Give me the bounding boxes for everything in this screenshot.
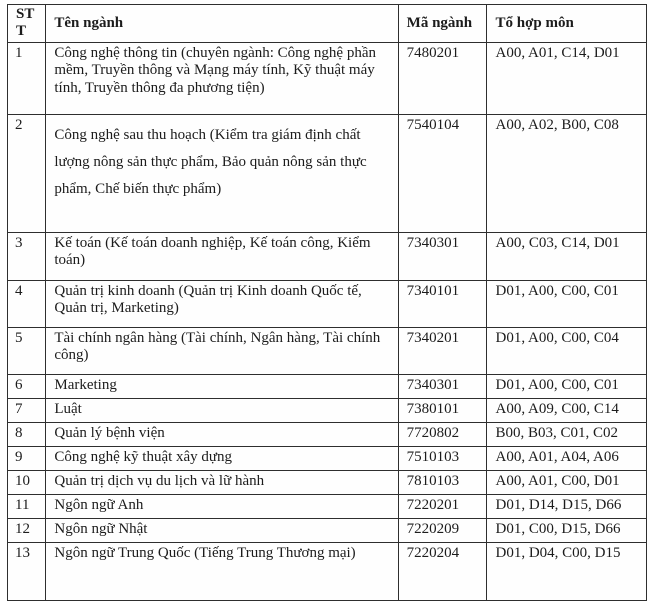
table-row — [8, 42, 647, 114]
table-row — [8, 327, 647, 374]
cell-ten-nganh: Marketing — [46, 374, 398, 398]
cell-ten-nganh: Tài chính ngân hàng (Tài chính, Ngân hàng, Tài chính công) — [46, 327, 398, 374]
cell-to-hop-mon: D01, D14, D15, D66 — [487, 494, 647, 518]
cell-stt: 2 — [8, 114, 46, 232]
admissions-table — [7, 4, 647, 601]
cell-to-hop-mon: B00, B03, C01, C02 — [487, 422, 647, 446]
cell-stt: 10 — [8, 470, 46, 494]
cell-to-hop-mon: A00, A01, A04, A06 — [487, 446, 647, 470]
table-row — [8, 398, 647, 422]
cell-stt: 5 — [8, 327, 46, 374]
cell-ten-nganh: Quản trị kinh doanh (Quản trị Kinh doanh Quốc tế, Quản trị, Marketing) — [46, 280, 398, 327]
header-row — [8, 5, 647, 43]
cell-ten-nganh: Luật — [46, 398, 398, 422]
cell-ma-nganh: 7380101 — [398, 398, 487, 422]
cell-to-hop-mon: D01, A00, C00, C01 — [487, 280, 647, 327]
table-row — [8, 446, 647, 470]
column-header-ma-nganh: Mã ngành — [398, 5, 487, 43]
cell-to-hop-mon: D01, D04, C00, D15 — [487, 542, 647, 600]
cell-to-hop-mon: A00, A09, C00, C14 — [487, 398, 647, 422]
cell-stt: 12 — [8, 518, 46, 542]
cell-ma-nganh: 7220201 — [398, 494, 487, 518]
cell-stt: 3 — [8, 232, 46, 280]
cell-stt: 4 — [8, 280, 46, 327]
cell-stt: 9 — [8, 446, 46, 470]
cell-ten-nganh: Quản lý bệnh viện — [46, 422, 398, 446]
cell-stt: 1 — [8, 42, 46, 114]
cell-ma-nganh: 7340201 — [398, 327, 487, 374]
column-header-to-hop-mon: Tổ hợp môn — [487, 5, 647, 43]
table-row — [8, 494, 647, 518]
cell-ma-nganh: 7720802 — [398, 422, 487, 446]
cell-ma-nganh: 7340101 — [398, 280, 487, 327]
cell-ma-nganh: 7220204 — [398, 542, 487, 600]
table-row — [8, 422, 647, 446]
cell-ma-nganh: 7810103 — [398, 470, 487, 494]
column-header-ten-nganh: Tên ngành — [46, 5, 398, 43]
cell-ma-nganh: 7480201 — [398, 42, 487, 114]
cell-to-hop-mon: A00, A01, C14, D01 — [487, 42, 647, 114]
table-header — [8, 5, 647, 43]
table-row — [8, 542, 647, 600]
cell-stt: 11 — [8, 494, 46, 518]
cell-stt: 6 — [8, 374, 46, 398]
cell-ma-nganh: 7220209 — [398, 518, 487, 542]
cell-stt: 7 — [8, 398, 46, 422]
cell-ten-nganh: Kế toán (Kế toán doanh nghiệp, Kế toán công, Kiểm toán) — [46, 232, 398, 280]
table-row — [8, 280, 647, 327]
table-row — [8, 470, 647, 494]
cell-stt: 13 — [8, 542, 46, 600]
table-row — [8, 232, 647, 280]
table-row — [8, 374, 647, 398]
cell-ma-nganh: 7340301 — [398, 232, 487, 280]
table-row — [8, 518, 647, 542]
table-body — [8, 42, 647, 600]
cell-ten-nganh: Quản trị dịch vụ du lịch và lữ hành — [46, 470, 398, 494]
cell-ten-nganh: Ngôn ngữ Trung Quốc (Tiếng Trung Thương mại) — [46, 542, 398, 600]
cell-ma-nganh: 7540104 — [398, 114, 487, 232]
cell-to-hop-mon: D01, C00, D15, D66 — [487, 518, 647, 542]
cell-to-hop-mon: A00, C03, C14, D01 — [487, 232, 647, 280]
cell-ma-nganh: 7510103 — [398, 446, 487, 470]
column-header-stt: STT — [8, 5, 46, 43]
cell-ten-nganh: Công nghệ kỹ thuật xây dựng — [46, 446, 398, 470]
table-row — [8, 114, 647, 232]
cell-ma-nganh: 7340301 — [398, 374, 487, 398]
cell-to-hop-mon: D01, A00, C00, C04 — [487, 327, 647, 374]
cell-to-hop-mon: D01, A00, C00, C01 — [487, 374, 647, 398]
cell-ten-nganh: Công nghệ sau thu hoạch (Kiểm tra giám định chất lượng nông sản thực phẩm, Bảo quản nông sản thực phẩm, Chế biến thực phẩm) — [46, 114, 398, 232]
cell-to-hop-mon: A00, A02, B00, C08 — [487, 114, 647, 232]
cell-ten-nganh: Ngôn ngữ Nhật — [46, 518, 398, 542]
cell-ten-nganh: Công nghệ thông tin (chuyên ngành: Công nghệ phần mềm, Truyền thông và Mạng máy tính, Kỹ thuật máy tính, Truyền thông đa phương tiện) — [46, 42, 398, 114]
cell-ten-nganh: Ngôn ngữ Anh — [46, 494, 398, 518]
cell-stt: 8 — [8, 422, 46, 446]
cell-to-hop-mon: A00, A01, C00, D01 — [487, 470, 647, 494]
